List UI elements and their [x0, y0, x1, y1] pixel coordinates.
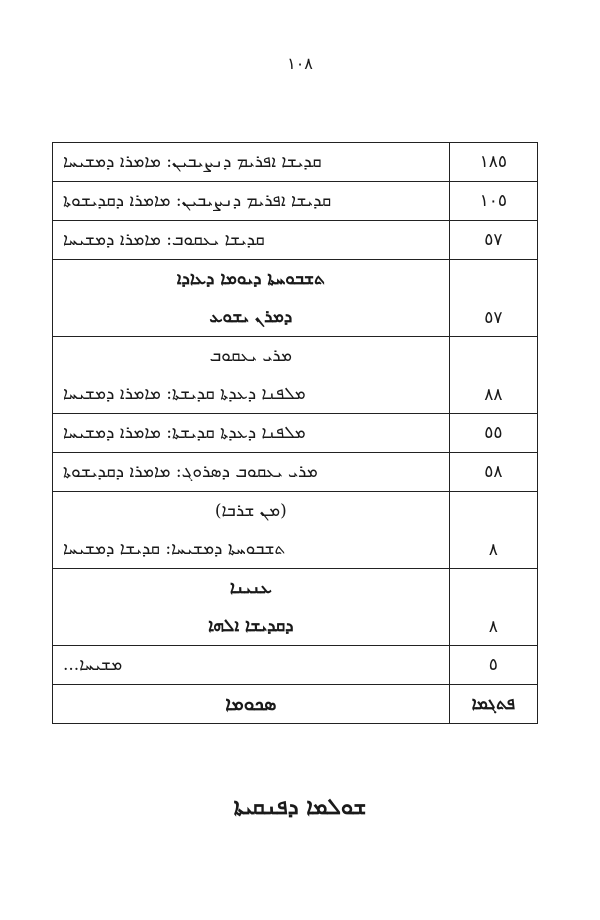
table-row: [53, 182, 538, 221]
total-label-cell: [53, 685, 450, 724]
entry-number: ٨: [488, 617, 498, 637]
table-row: [53, 337, 538, 414]
total-row: [53, 685, 538, 724]
entry-line: ܬܫܒܘܚܬܐ ܕܡܫܝܚܐ: ܩܕܝܫܐ ܕܡܫܝܚܐ: [63, 539, 286, 559]
entry-text-cell: [53, 414, 450, 453]
entry-line: ܡܫܝܚܐ...: [63, 655, 123, 675]
table-row: [53, 492, 538, 569]
entry-text-cell: [53, 569, 450, 646]
entry-number: ٥٧: [484, 308, 503, 328]
index-table: [52, 142, 538, 724]
entry-number: ٨: [488, 540, 498, 560]
entry-line: (ܡܢ ܫܪܒܐ): [214, 501, 287, 521]
entry-number: ٥٨: [484, 462, 503, 482]
entry-number-cell: [449, 646, 537, 685]
footer-title: ܫܘܠܡܐ ܕܦܢܩܝܬܐ: [233, 794, 367, 820]
table-row: [53, 414, 538, 453]
entry-line: ܡܠܦܢܐ ܕܥܕܬܐ ܩܕܝܫܬܐ: ܡܐܡܪܐ ܕܡܫܝܚܐ: [63, 384, 306, 404]
entry-number: ٥: [488, 655, 498, 675]
entry-number-cell: [449, 260, 537, 337]
entry-text-cell: [53, 143, 450, 182]
index-table-body: [53, 143, 538, 724]
table-row: [53, 646, 538, 685]
entry-text-cell: [53, 182, 450, 221]
entry-line: ܩܕܝܫܐ ܐܦܪܝܡ ܕܢܨܝܒܝܢ: ܡܐܡܪܐ ܕܡܫܝܚܐ: [63, 152, 322, 172]
table-row: [53, 221, 538, 260]
entry-number-cell: [449, 414, 537, 453]
entry-number-cell: [449, 492, 537, 569]
page-number: ١٠٨: [287, 54, 313, 73]
entry-text-cell: [53, 453, 450, 492]
entry-number-cell: [449, 337, 537, 414]
entry-line: ܩܕܝܫܐ ܝܥܩܘܒ: ܡܐܡܪܐ ܕܡܫܝܚܐ: [63, 230, 265, 250]
entry-number: ٥٧: [484, 230, 503, 250]
entry-number-cell: [449, 221, 537, 260]
entry-line: ܕܩܕܝܫܐ ܐܠܗܐ: [208, 616, 294, 636]
table-row: [53, 143, 538, 182]
entry-number: ٨٨: [484, 385, 503, 405]
entry-line: ܡܪܝ ܝܥܩܘܒ: [209, 346, 292, 366]
entry-line: ܕܡܪܢ ܝܫܘܥ: [209, 307, 293, 327]
total-number: ܦܬܓܡܐ: [471, 694, 516, 714]
total-label: ܣܟܘܡܐ: [225, 693, 277, 715]
table-row: [53, 453, 538, 492]
entry-line: ܡܠܦܢܐ ܕܥܕܬܐ ܩܕܝܫܬܐ: ܡܐܡܪܐ ܕܡܫܝܚܐ: [63, 423, 306, 443]
entry-line: ܡܪܝ ܝܥܩܘܒ ܕܣܪܘܓ: ܡܐܡܪܐ ܕܩܕܝܫܘܬܐ: [63, 462, 318, 482]
entry-number: ١٠٥: [479, 191, 508, 211]
entry-number-cell: [449, 453, 537, 492]
entry-line: ܩܕܝܫܐ ܐܦܪܝܡ ܕܢܨܝܒܝܢ: ܡܐܡܪܐ ܕܩܕܝܫܘܬܐ: [63, 191, 332, 211]
entry-number-cell: [449, 143, 537, 182]
entry-line: ܥܢܝܢܐ: [229, 578, 272, 598]
entry-text-cell: [53, 646, 450, 685]
entry-line: ܬܫܒܘܚܬܐ ܕܝܘܡܐ ܕܥܐܕܐ: [176, 269, 325, 289]
entry-number-cell: [449, 569, 537, 646]
entry-text-cell: [53, 337, 450, 414]
entry-number: ١٨٥: [479, 152, 508, 172]
entry-text-cell: [53, 221, 450, 260]
entry-text-cell: [53, 492, 450, 569]
table-row: [53, 260, 538, 337]
entry-text-cell: [53, 260, 450, 337]
table-row: [53, 569, 538, 646]
entry-number-cell: [449, 182, 537, 221]
total-number-cell: [449, 685, 537, 724]
entry-number: ٥٥: [484, 423, 503, 443]
